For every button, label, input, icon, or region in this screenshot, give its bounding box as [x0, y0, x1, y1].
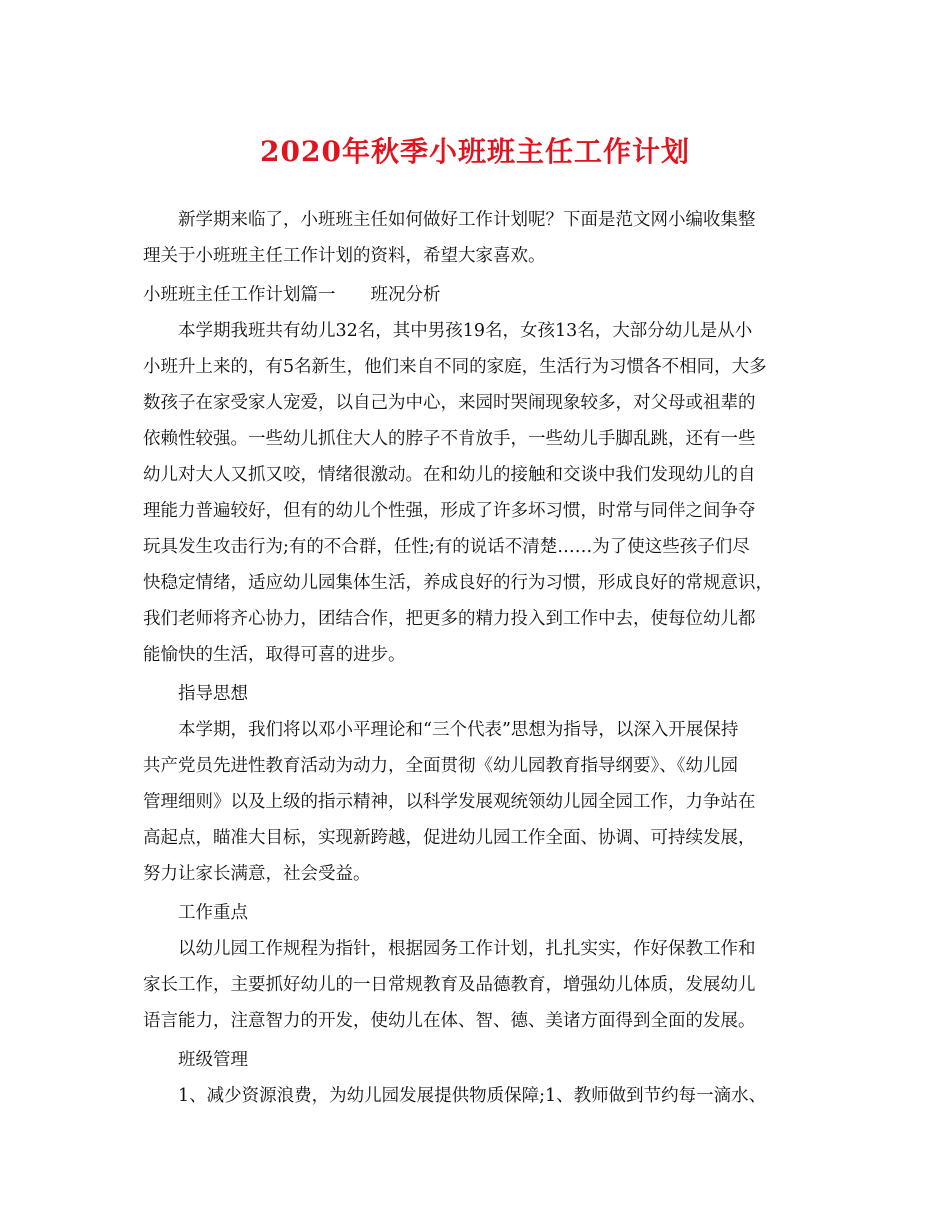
paragraph-line: 新学期来临了，小班班主任如何做好工作计划呢？下面是范文网小编收集整: [178, 210, 756, 230]
section-heading: 指导思想: [178, 684, 248, 704]
document-title: 2020年秋季小班班主任工作计划: [260, 135, 690, 168]
paragraph-line: 高起点，瞄准大目标，实现新跨越，促进幼儿园工作全面、协调、可持续发展，: [143, 828, 756, 848]
paragraph-line: 语言能力，注意智力的开发，使幼儿在体、智、德、美诸方面得到全面的发展。: [143, 1011, 756, 1031]
paragraph-line: 本学期，我们将以邓小平理论和“三个代表”思想为指导，以深入开展保持: [178, 720, 739, 740]
paragraph-line: 管理细则》以及上级的指示精神，以科学发展观统领幼儿园全园工作，力争站在: [143, 792, 756, 812]
paragraph-line: 共产党员先进性教育活动为动力，全面贯彻《幼儿园教育指导纲要》、《幼儿园: [143, 756, 738, 776]
paragraph-line: 理能力普遍较好，但有的幼儿个性强，形成了许多坏习惯，时常与同伴之间争夺: [143, 501, 756, 521]
paragraph-line: 数孩子在家受家人宠爱，以自己为中心，来园时哭闹现象较多，对父母或祖辈的: [143, 393, 756, 413]
paragraph-line: 我们老师将齐心协力，团结合作，把更多的精力投入到工作中去，使每位幼儿都: [143, 609, 756, 629]
paragraph-line: 家长工作，主要抓好幼儿的一日常规教育及品德教育，增强幼儿体质，发展幼儿: [143, 975, 756, 995]
paragraph-line: 1、减少资源浪费，为幼儿园发展提供物质保障;1、教师做到节约每一滴水、: [178, 1086, 767, 1106]
paragraph-line: 本学期我班共有幼儿32名，其中男孩19名，女孩13名，大部分幼儿是从小: [178, 321, 753, 341]
paragraph-line: 以幼儿园工作规程为指针，根据园务工作计划，扎扎实实，作好保教工作和: [178, 939, 756, 959]
paragraph-line: 依赖性较强。一些幼儿抓住大人的脖子不肯放手，一些幼儿手脚乱跳，还有一些: [143, 429, 756, 449]
paragraph-line: 努力让家长满意，社会受益。: [143, 864, 371, 884]
section-heading: 班级管理: [178, 1050, 248, 1070]
paragraph-line: 幼儿对大人又抓又咬，情绪很激动。在和幼儿的接触和交谈中我们发现幼儿的自: [143, 465, 756, 485]
paragraph-line: 小班升上来的，有5名新生，他们来自不同的家庭，生活行为习惯各不相同，大多: [143, 357, 767, 377]
paragraph-line: 玩具发生攻击行为;有的不合群，任性;有的说话不清楚……为了使这些孩子们尽: [143, 537, 750, 557]
section-heading: 小班班主任工作计划篇一 班况分析: [143, 285, 441, 305]
section-heading: 工作重点: [178, 903, 248, 923]
paragraph-line: 快稳定情绪，适应幼儿园集体生活，养成良好的行为习惯，形成良好的常规意识，: [143, 573, 773, 593]
paragraph-line: 理关于小班班主任工作计划的资料，希望大家喜欢。: [143, 246, 546, 266]
paragraph-line: 能愉快的生活，取得可喜的进步。: [143, 645, 406, 665]
